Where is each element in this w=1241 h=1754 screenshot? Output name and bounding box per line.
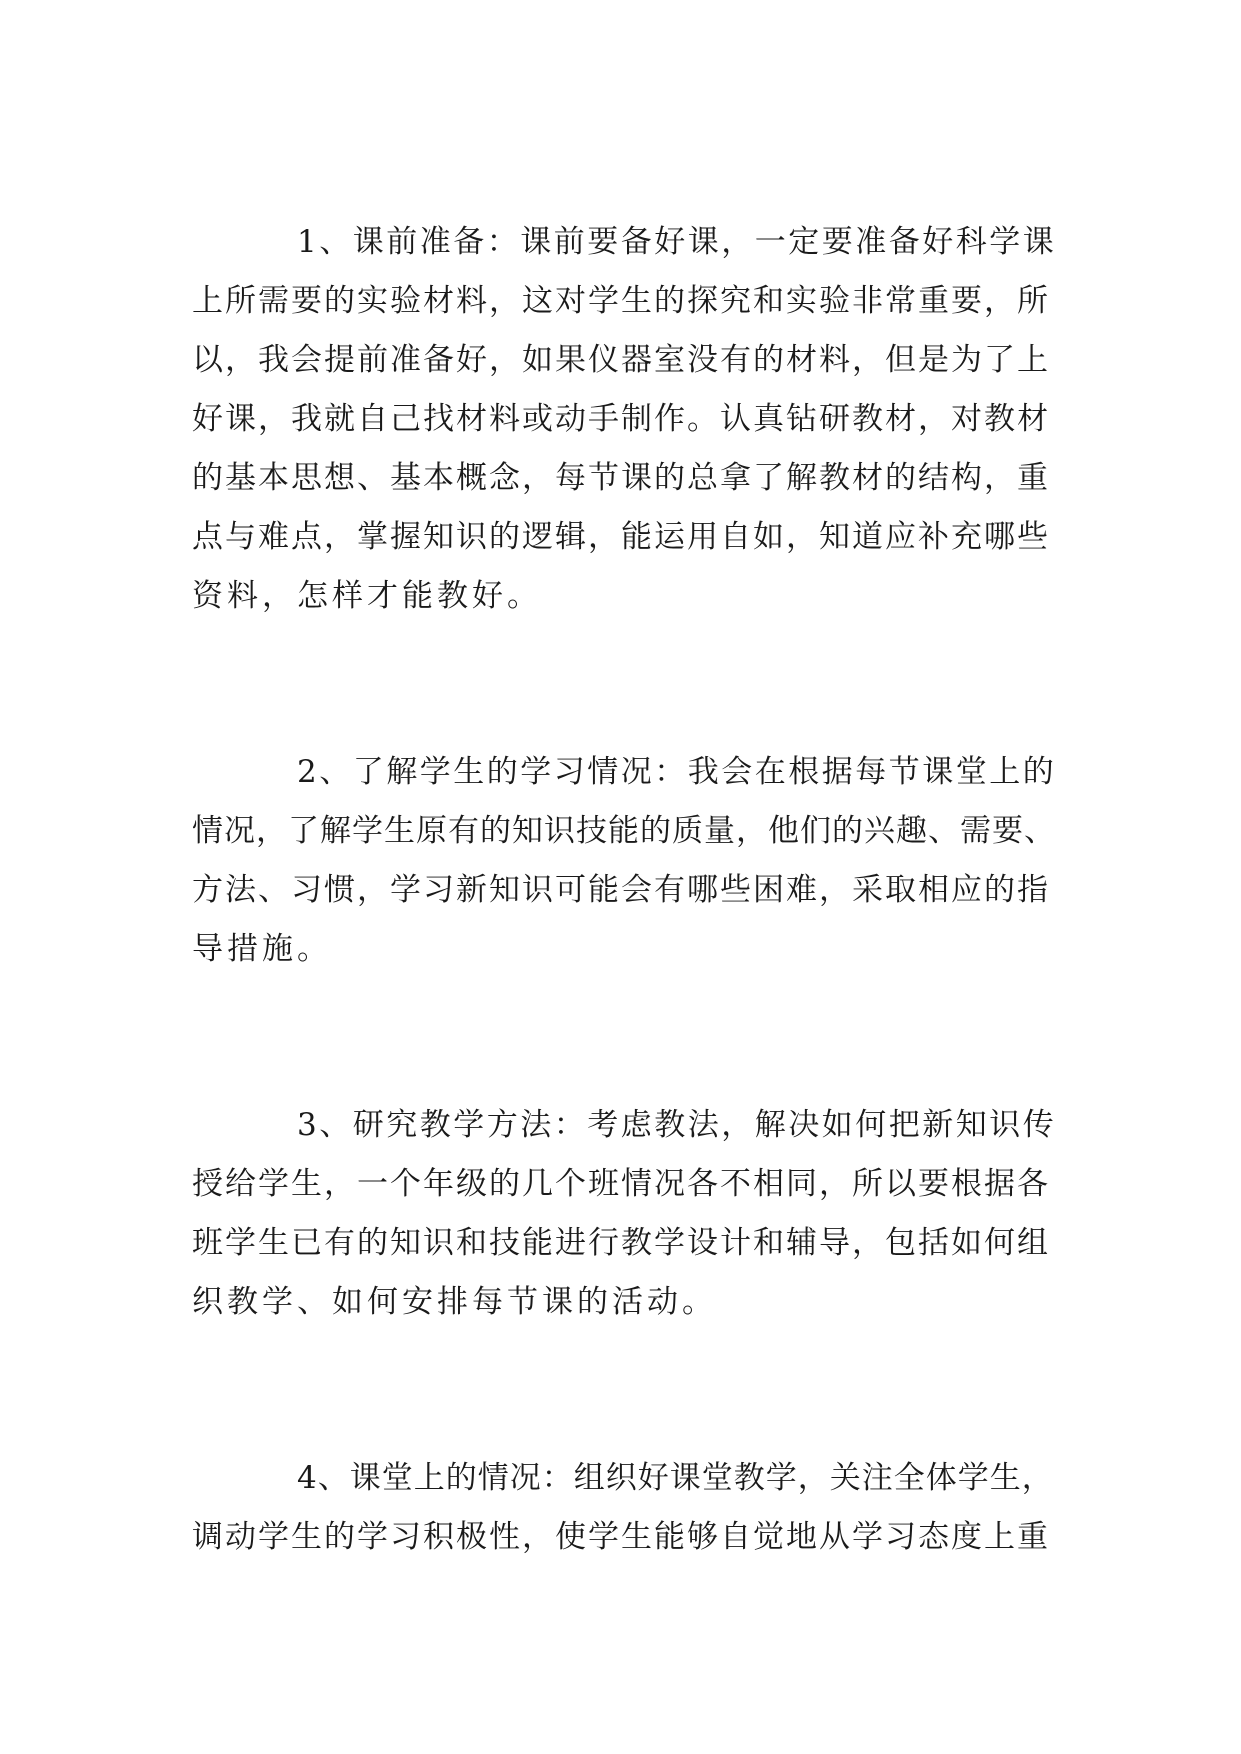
paragraph-line: 上所需要的实验材料，这对学生的探究和实验非常重要，所 [192, 283, 1050, 319]
paragraph-line: 织教学、如何安排每节课的活动。 [192, 1284, 717, 1320]
paragraph-line: 好课，我就自己找材料或动手制作。认真钻研教材，对教材 [192, 401, 1050, 437]
paragraph-line: 以，我会提前准备好，如果仪器室没有的材料，但是为了上 [192, 342, 1050, 378]
paragraph-line: 2、了解学生的学习情况：我会在根据每节课堂上的 [297, 754, 1057, 790]
paragraph-line: 的基本思想、基本概念，每节课的总拿了解教材的结构，重 [192, 460, 1050, 496]
paragraph-line: 资料，怎样才能教好。 [192, 578, 542, 614]
paragraph-line: 调动学生的学习积极性，使学生能够自觉地从学习态度上重 [192, 1519, 1050, 1555]
paragraph-line: 4、课堂上的情况：组织好课堂教学，关注全体学生， [297, 1460, 1054, 1496]
paragraph-line: 1、课前准备：课前要备好课，一定要准备好科学课 [297, 224, 1057, 260]
paragraph-line: 情况，了解学生原有的知识技能的质量，他们的兴趣、需要、 [192, 813, 1056, 849]
paragraph-line: 3、研究教学方法：考虑教法，解决如何把新知识传 [297, 1107, 1057, 1143]
paragraph-line: 授给学生，一个年级的几个班情况各不相同，所以要根据各 [192, 1166, 1050, 1202]
paragraph-line: 班学生已有的知识和技能进行教学设计和辅导，包括如何组 [192, 1225, 1050, 1261]
paragraph-line: 导措施。 [192, 931, 332, 967]
paragraph-line: 方法、习惯，学习新知识可能会有哪些困难，采取相应的指 [192, 872, 1050, 908]
paragraph-line: 点与难点，掌握知识的逻辑，能运用自如，知道应补充哪些 [192, 519, 1050, 555]
